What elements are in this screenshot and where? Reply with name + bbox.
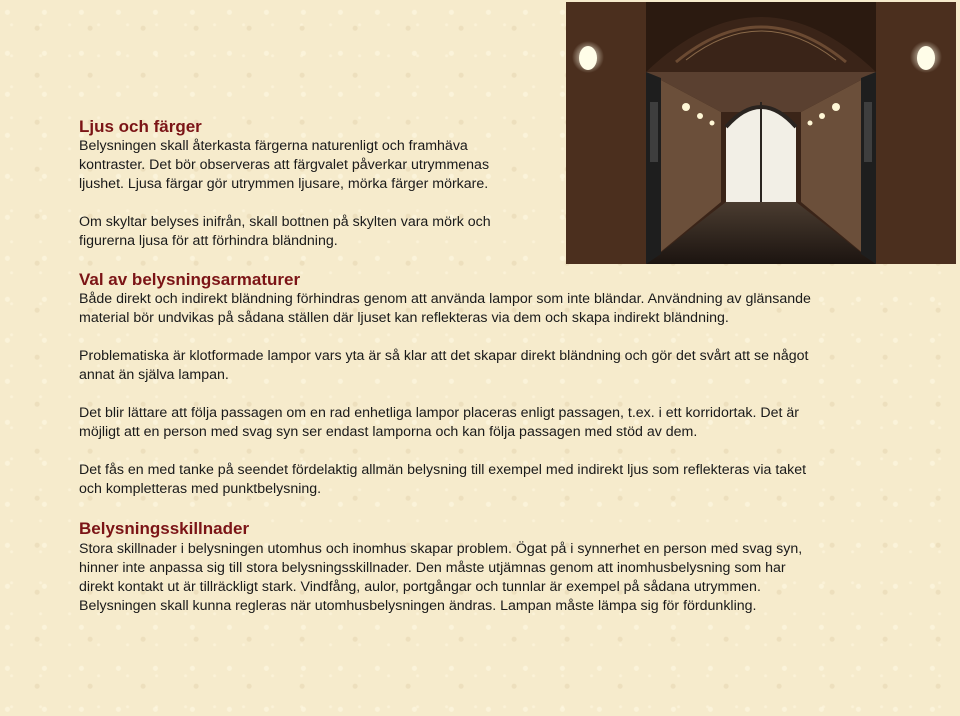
paragraph-fixtures-3: Det blir lättare att följa passagen om en rad enhetliga lampor placeras enligt passagen, t.ex. i ett korridortak. Det är möjligt att en person med svag syn ser endast lamporna och kan följa passagen med stöd av dem. [79, 405, 800, 440]
paragraph-light-colors-1: Belysningen skall återkasta färgerna naturenligt och framhäva kontraster. Det bör observeras att färgvalet påverkar utrymmenas ljushet. Ljusa färgar gör utrymmen ljusare, mörka färger mörkare. [79, 138, 490, 192]
corridor-illustration [566, 2, 956, 264]
heading-fixtures: Val av belysningsarmaturer [79, 270, 301, 289]
paragraph-fixtures-2: Problematiska är klotformade lampor vars yta är så klar att det skapar direkt bländning och gör det svårt att se något annat än själva lampan. [79, 348, 809, 383]
paragraph-fixtures-1: Både direkt och indirekt bländning förhindras genom att använda lampor som inte bländar. Användning av glänsande material bör undvikas på sådana ställen där ljuset kan reflekteras via dem och skapa indirekt bländning. [79, 291, 811, 326]
paragraph-fixtures-4: Det fås en med tanke på seendet fördelaktig allmän belysning till exempel med indirekt ljus som reflekteras via taket och kompletteras med punktbelysning. [79, 462, 807, 497]
paragraph-differences-1: Stora skillnader i belysningen utomhus och inomhus skapar problem. Ögat på i synnerhet en person med svag syn, hinner inte anpassa sig till stora belysningsskillnader. Den måste utjämnas genom att inomhusbelysning som har direkt kontakt ut är tillräckligt stark. Vindfång, aulor, portgångar och tunnlar är exempel på sådana utrymmen. Belysningen skall kunna regleras när utomhusbelysningen ändras. Lampan måste lämpa sig för fördunkling. [79, 541, 803, 614]
heading-light-colors: Ljus och färger [79, 117, 202, 136]
heading-differences: Belysningsskillnader [79, 519, 250, 538]
entrance-corridor-photo [566, 2, 956, 264]
paragraph-light-colors-2: Om skyltar belyses inifrån, skall bottnen på skylten vara mörk och figurerna ljusa för att förhindra bländning. [79, 214, 491, 249]
